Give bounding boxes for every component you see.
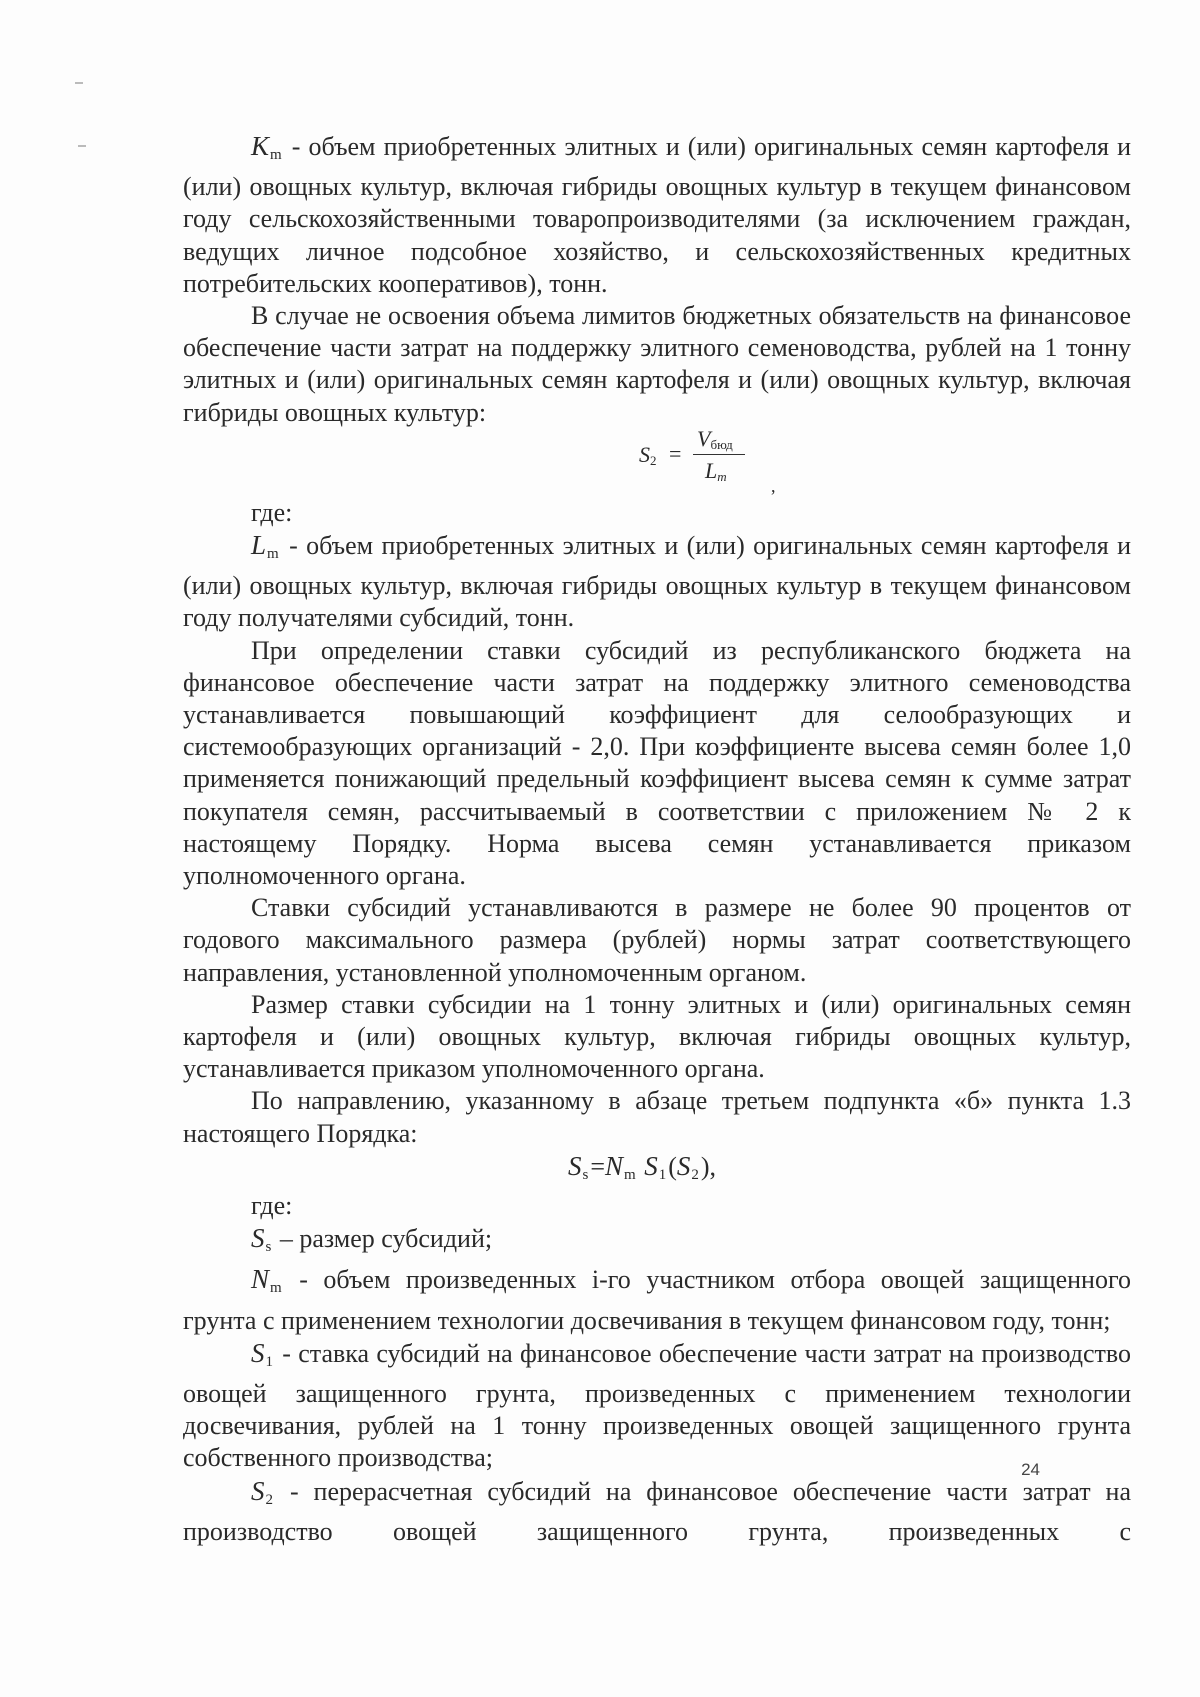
symbol-s2: $S_2$ xyxy=(251,1475,273,1508)
formula-ss: $S_s=N_m$ $S_1(S_2)$, xyxy=(568,1150,717,1183)
paragraph-direction: По направлению, указанному в абзаце третьем подпункта «б» пункта 1.3 настоящего Порядка: xyxy=(183,1086,1131,1148)
symbol-s1: $S_1$ xyxy=(251,1337,273,1370)
scan-speck xyxy=(75,82,83,84)
formula-denominator: $L_m$ xyxy=(705,457,727,484)
paragraph-nm-definition: $N_m$ - объем произведенных i-го участником отбора овощей защищенного грунта с применением технологии досвечивания в текущем финансовом году, тонн; xyxy=(183,1264,1131,1335)
paragraph-s2-definition: $S_2$ - перерасчетная субсидий на финансовое обеспечение части затрат на производство овощей защищенного грунта, произведенных с xyxy=(183,1475,1131,1546)
paragraph-rate-size: Размер ставки субсидии на 1 тонну элитных и (или) оригинальных семян картофеля и (или) овощных культур, включая гибриды овощных культур, устанавливается приказом уполномоченного органа. xyxy=(183,989,1131,1084)
formula-comma: , xyxy=(771,475,776,496)
paragraph-km-definition: $K_m$ - объем приобретенных элитных и (или) оригинальных семян картофеля и (или) овощных культур, включая гибриды овощных культур в текущем финансовом году сельскохозяйственными товаропроизводителями (за исключением граждан, ведущих личное подсобное хозяйство, и сельскохозяйственных кредитных потребительских кооперативов), тонн. xyxy=(183,131,1132,298)
where-label: где: xyxy=(251,497,293,527)
formula-equals: = xyxy=(669,440,682,466)
fraction-bar xyxy=(693,454,745,455)
paragraph-coefficients: При определении ставки субсидий из республиканского бюджета на финансовое обеспечение части затрат на поддержку элитного семеноводства устанавливается повышающий коэффициент для селообразующих и системообразующих организаций - 2,0. При коэффициенте высева семян более 1,0 применяется понижающий предельный коэффициент высева семян к сумме затрат покупателя семян, рассчитываемый в соответствии с приложением № 2 к настоящему Порядку. Норма высева семян устанавливается приказом уполномоченного органа. xyxy=(183,635,1131,891)
paragraph-s1-definition: $S_1$ - ставка субсидий на финансовое обеспечение части затрат на производство овощей защищенного грунта, произведенных с применением технологии досвечивания, рублей на 1 тонну произведенных овощей защищенного грунта собственного производства; xyxy=(183,1337,1132,1473)
where-label: где: xyxy=(251,1190,293,1220)
symbol-km: $K_m$ xyxy=(251,131,282,163)
paragraph-ss-definition: $S_s$ – размер субсидий; xyxy=(251,1223,493,1256)
symbol-lm: $L_m$ xyxy=(251,530,279,563)
formula-s2 xyxy=(183,425,1131,497)
document-body xyxy=(183,130,1131,1548)
paragraph-lm-definition: $L_m$ - объем приобретенных элитных и (или) оригинальных семян картофеля и (или) овощных культур, включая гибриды овощных культур в текущем финансовом году получателями субсидий, тонн. xyxy=(183,530,1132,633)
paragraph-rates: Ставки субсидий устанавливаются в размере не более 90 процентов от годового максимального размера (рублей) нормы затрат соответствующего направления, установленной уполномоченным органом. xyxy=(183,893,1131,987)
symbol-nm: $N_m$ xyxy=(251,1264,282,1297)
symbol-ss: $S_s$ xyxy=(251,1223,272,1256)
paragraph-limits: В случае не освоения объема лимитов бюджетных обязательств на финансовое обеспечение части затрат на поддержку элитного семеноводства, рублей на 1 тонну элитных и (или) оригинальных семян картофеля и (или) овощных культур, включая гибриды овощных культур: xyxy=(183,301,1131,427)
formula-lhs: $S_2$ xyxy=(639,441,657,468)
formula-numerator: $V_{бюд}$ xyxy=(697,425,733,452)
scan-speck xyxy=(78,145,86,147)
page-number: 24 xyxy=(1021,1460,1040,1479)
